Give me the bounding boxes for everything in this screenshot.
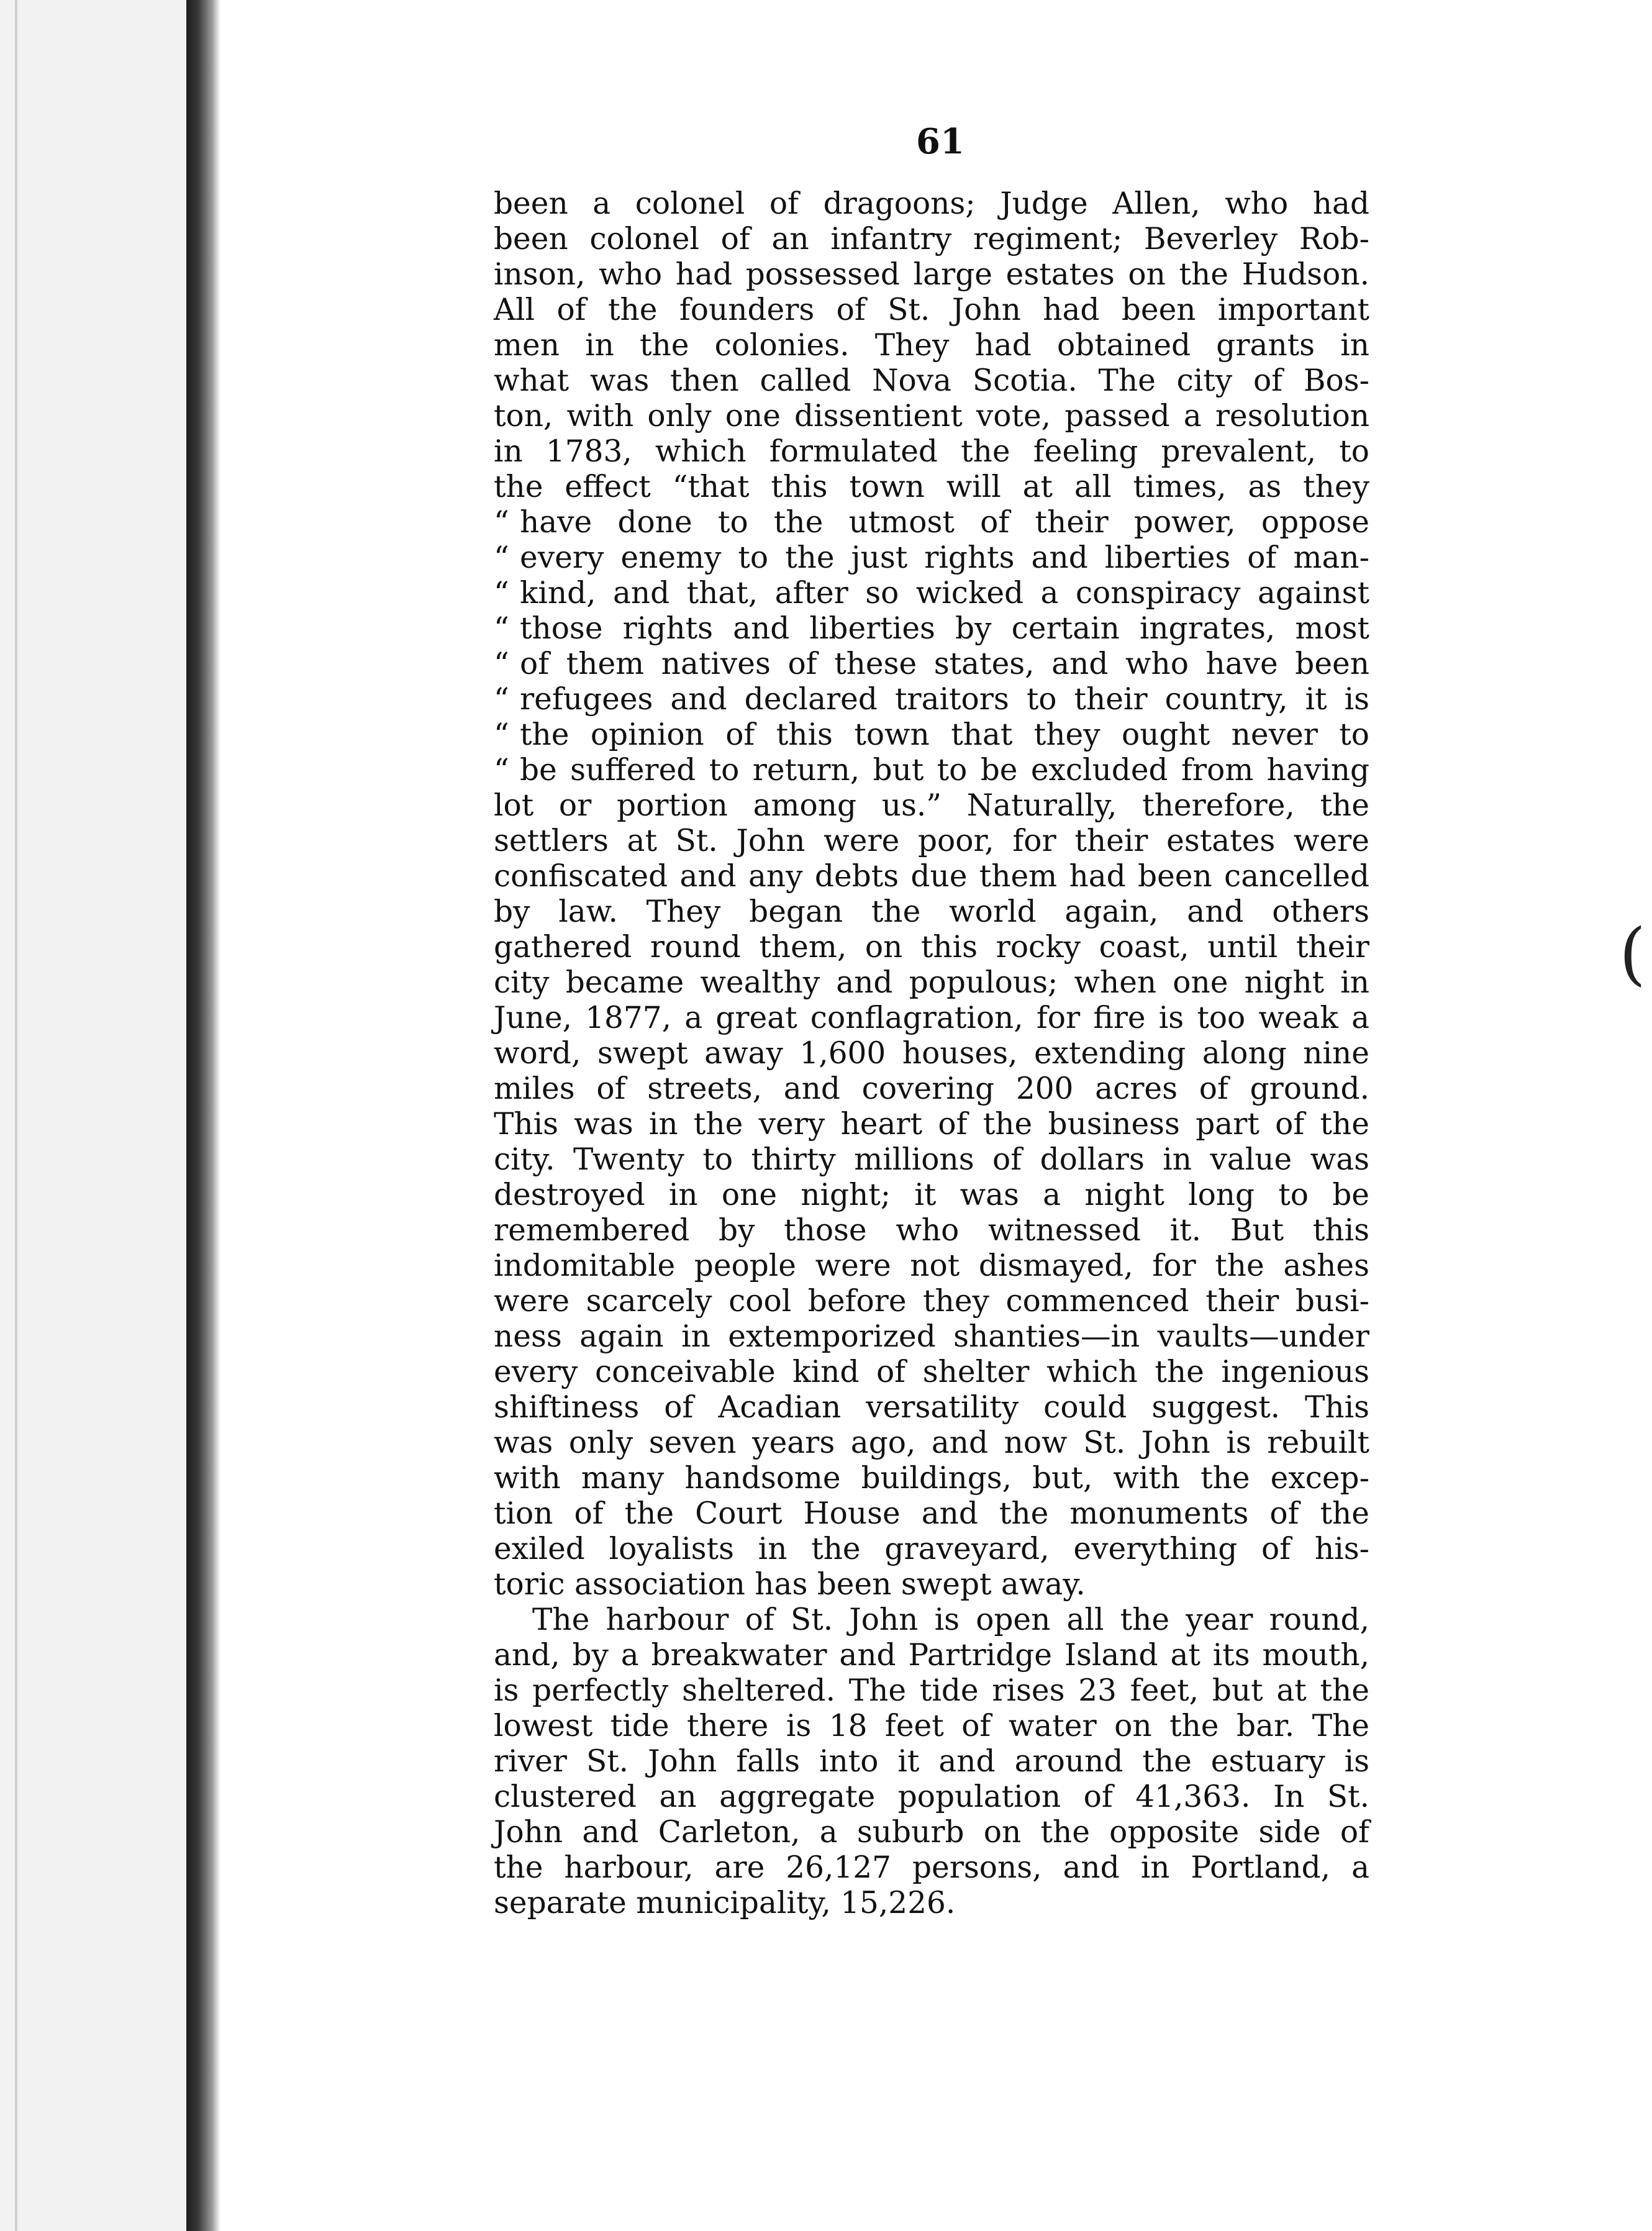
text-line [494, 399, 1369, 434]
text-line [494, 1673, 1369, 1709]
line-text: lot or portion among us.” Naturally, therefore, the [494, 788, 1369, 823]
text-line [494, 186, 1369, 222]
line-text: kind, and that, after so wicked a conspiracy against [520, 576, 1369, 611]
text-line [494, 717, 1369, 753]
text-line [494, 859, 1369, 894]
line-text: the effect “that this town will at all times, as they [494, 470, 1369, 504]
line-text: be suffered to return, but to be excluded from having [520, 753, 1369, 788]
line-text: by law. They began the world again, and others [494, 894, 1369, 929]
text-line [494, 434, 1369, 470]
text-line [494, 682, 1369, 717]
line-text: ness again in extemporized shanties—in vaults—under [494, 1319, 1369, 1354]
text-line [494, 293, 1369, 328]
line-text: All of the founders of St. John had been important [494, 293, 1369, 327]
text-line [494, 257, 1369, 293]
text-line [494, 1107, 1369, 1142]
line-text: tion of the Court House and the monuments of the [494, 1496, 1369, 1531]
text-line [494, 1142, 1369, 1178]
line-text: confiscated and any debts due them had been cancelled [494, 859, 1369, 894]
line-text: gathered round them, on this rocky coast, until their [494, 930, 1369, 965]
text-line [494, 611, 1369, 647]
page-number: 61 [916, 121, 964, 162]
text-line [494, 1390, 1369, 1425]
line-text: men in the colonies. They had obtained grants in [494, 328, 1369, 363]
text-line [494, 894, 1369, 930]
text-line [494, 1815, 1369, 1850]
line-text: been a colonel of dragoons; Judge Allen, who had [494, 186, 1369, 221]
line-text: have done to the utmost of their power, oppose [520, 505, 1369, 540]
text-line [494, 1284, 1369, 1319]
line-text: miles of streets, and covering 200 acres of ground. [494, 1071, 1369, 1106]
text-line [494, 788, 1369, 824]
line-text: destroyed in one night; it was a night long to be [494, 1178, 1369, 1212]
line-text: was only seven years ago, and now St. John is rebuilt [494, 1425, 1369, 1460]
text-line [494, 1532, 1369, 1567]
body-text [494, 186, 1369, 1921]
line-text: with many handsome buildings, but, with the excep- [494, 1461, 1369, 1496]
line-text: is perfectly sheltered. The tide rises 23 feet, but at the [494, 1673, 1369, 1708]
text-line [494, 328, 1369, 363]
line-text: what was then called Nova Scotia. The city of Bos- [494, 363, 1369, 398]
quote-mark: “ [494, 753, 509, 788]
text-line [494, 1001, 1369, 1036]
text-line [494, 1213, 1369, 1248]
text-line [494, 1496, 1369, 1532]
line-text: city became wealthy and populous; when one night in [494, 965, 1369, 1000]
text-line [494, 647, 1369, 682]
text-line [494, 1355, 1369, 1390]
line-text: the harbour, are 26,127 persons, and in Portland, a [494, 1850, 1369, 1885]
text-line [494, 824, 1369, 859]
line-text: indomitable people were not dismayed, for the ashes [494, 1248, 1369, 1283]
text-line [494, 363, 1369, 399]
quote-mark: “ [494, 540, 509, 575]
line-text: river St. John falls into it and around the estuary is [494, 1744, 1369, 1779]
quote-mark: “ [494, 611, 509, 646]
line-text: refugees and declared traitors to their country, it is [520, 682, 1369, 717]
quote-mark: “ [494, 647, 509, 681]
line-text: those rights and liberties by certain ingrates, most [520, 611, 1369, 646]
line-text: in 1783, which formulated the feeling prevalent, to [494, 434, 1369, 469]
line-text: lowest tide there is 18 feet of water on the bar. The [494, 1709, 1369, 1743]
text-line [494, 1744, 1369, 1779]
quote-mark: “ [494, 576, 509, 611]
text-line [494, 1071, 1369, 1107]
line-text: This was in the very heart of the business part of the [494, 1107, 1369, 1142]
text-line [494, 930, 1369, 965]
line-text: June, 1877, a great conflagration, for fire is too weak a [494, 1001, 1369, 1035]
text-line [494, 1319, 1369, 1355]
line-text: settlers at St. John were poor, for their estates were [494, 824, 1369, 858]
text-line [494, 753, 1369, 788]
quote-mark: “ [494, 717, 509, 752]
line-text: every enemy to the just rights and liberties of man- [520, 540, 1369, 575]
margin-bracket-mark: ( [1619, 914, 1646, 993]
line-text: the opinion of this town that they ought never to [520, 717, 1369, 752]
line-text: and, by a breakwater and Partridge Island at its mouth, [494, 1638, 1369, 1673]
line-text: were scarcely cool before they commenced their busi- [494, 1284, 1369, 1319]
text-line [494, 1461, 1369, 1496]
line-text: ton, with only one dissentient vote, passed a resolution [494, 399, 1369, 434]
text-line [494, 1602, 1369, 1638]
text-line [494, 222, 1369, 257]
text-line [494, 1567, 1369, 1602]
line-text: inson, who had possessed large estates on the Hudson. [494, 257, 1369, 292]
text-line [494, 965, 1369, 1001]
line-text: clustered an aggregate population of 41,363. In St. [494, 1779, 1369, 1814]
text-line [494, 1779, 1369, 1815]
text-line [494, 1850, 1369, 1886]
line-text: separate municipality, 15,226. [494, 1886, 956, 1920]
text-line [494, 1709, 1369, 1744]
text-line [494, 1425, 1369, 1461]
quote-mark: “ [494, 505, 509, 540]
text-line [494, 1638, 1369, 1673]
text-line [494, 1248, 1369, 1284]
text-line [494, 540, 1369, 576]
text-line [494, 1178, 1369, 1213]
line-text: remembered by those who witnessed it. But this [494, 1213, 1369, 1248]
line-text: every conceivable kind of shelter which the ingenious [494, 1355, 1369, 1389]
line-text: John and Carleton, a suburb on the opposite side of [494, 1815, 1369, 1850]
line-text: The harbour of St. John is open all the year round, [532, 1602, 1369, 1637]
line-text: been colonel of an infantry regiment; Beverley Rob- [494, 222, 1369, 257]
line-text: exiled loyalists in the graveyard, everything of his- [494, 1532, 1369, 1566]
text-line [494, 576, 1369, 611]
page-spine-shadow [186, 0, 220, 2231]
text-line [494, 505, 1369, 540]
text-line [494, 1036, 1369, 1071]
book-gutter [0, 0, 186, 2231]
text-line [494, 470, 1369, 505]
line-text: toric association has been swept away. [494, 1567, 1086, 1602]
line-text: of them natives of these states, and who have been [520, 647, 1369, 681]
gutter-fold-line [15, 0, 17, 2231]
line-text: shiftiness of Acadian versatility could suggest. This [494, 1390, 1369, 1425]
quote-mark: “ [494, 682, 509, 717]
line-text: word, swept away 1,600 houses, extending along nine [494, 1036, 1369, 1071]
line-text: city. Twenty to thirty millions of dollars in value was [494, 1142, 1369, 1177]
text-line [494, 1886, 1369, 1921]
